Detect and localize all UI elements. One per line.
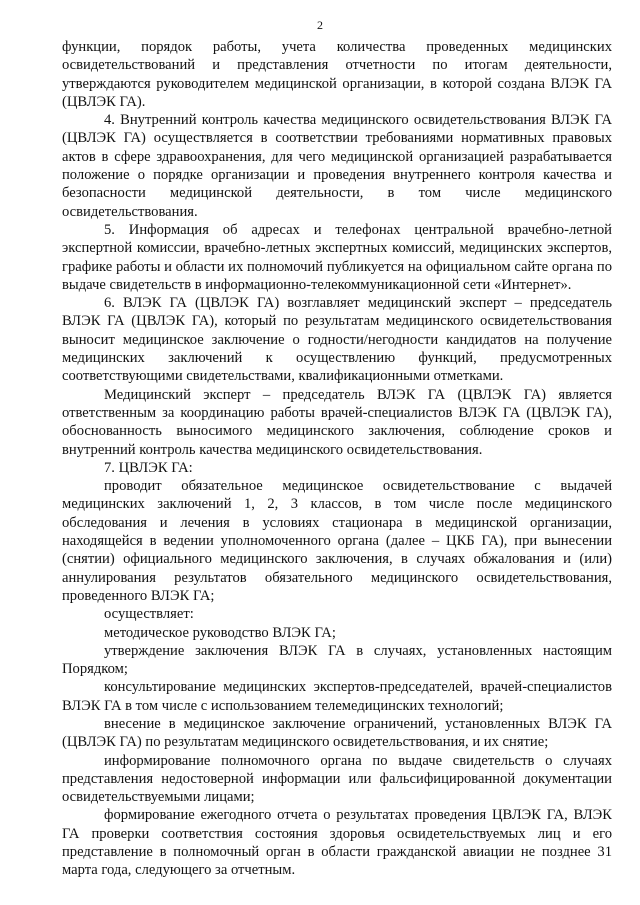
list-item-methodical-guidance: методическое руководство ВЛЭК ГА; (104, 624, 336, 641)
paragraph-7-heading: 7. ЦВЛЭК ГА: (104, 459, 193, 476)
list-item-restrictions: внесение в медицинское заключение ограничений, установленных ВЛЭК ГА (ЦВЛЭК ГА) по результатам медицинского освидетельствования, и их снятие; (62, 715, 612, 751)
document-body (62, 38, 612, 880)
list-item-consulting: консультирование медицинских экспертов-председателей, врачей-специалистов ВЛЭК ГА в том числе с использованием телемедицинских технологий; (62, 679, 612, 714)
paragraph-6-head: 6. ВЛЭК ГА (ЦВЛЭК ГА) возглавляет медицинский эксперт – председатель ВЛЭК ГА (ЦВЛЭК ГА), который по результатам медицинского освидетельствования выносит медицинское заключение о годности/негодности кандидатов на получение медицинских заключений к осуществлению функций, предусмотренных соответствующими свидетельствами, квалификационными отметками. (62, 295, 612, 385)
page-number: 2 (317, 18, 323, 32)
list-item-informing: информирование полномочного органа по выдаче свидетельств о случаях представления недостоверной информации или фальсифицированной документации освидетельствуемыми лицами; (62, 752, 612, 806)
paragraph-7-carries-out: осуществляет: (104, 606, 194, 623)
paragraph-7-conducts: проводит обязательное медицинское освидетельствование с выдачей медицинских заключений 1, 2, 3 классов, в том числе после медицинского обследования и лечения в условиях стационара в медицинской организации, находящейся в ведении уполномоченного органа (далее – ЦКБ ГА), при вынесении (снятии) официального медицинского заключения, в случаях обжалования и (или) аннулирования результатов обязательного медицинского освидетельствования, проведенного ВЛЭК ГА; (62, 478, 612, 604)
list-item-annual-report: формирование ежегодного отчета о результатах проведения ЦВЛЭК ГА, ВЛЭК ГА проверки соответствия состояния здоровья освидетельствуемых лиц и его представление в полномочный орган в области гражданской авиации не позднее 31 марта года, следующего за отчетным. (62, 807, 612, 879)
paragraph-4-internal-control: 4. Внутренний контроль качества медицинского освидетельствования ВЛЭК ГА (ЦВЛЭК ГА) осуществляется в соответствии требованиями нормативных правовых актов в сфере здравоохранения, для чего медицинской организацией разрабатывается положение о порядке организации и проведения внутреннего контроля качества и безопасности медицинской деятельности, в том числе медицинского освидетельствования. (62, 112, 612, 220)
paragraph-functions-continued: функции, порядок работы, учета количества проведенных медицинских освидетельствований и представления отчетности по итогам деятельности, утверждаются руководителем медицинской организации, в которой создана ВЛЭК ГА (ЦВЛЭК ГА). (62, 39, 612, 110)
paragraph-6-responsibility: Медицинский эксперт – председатель ВЛЭК ГА (ЦВЛЭК ГА) является ответственным за координацию работы врачей-специалистов ВЛЭК ГА (ЦВЛЭК ГА), обоснованность выносимого медицинского заключения, соблюдение сроков и внутренний контроль качества медицинского освидетельствования. (62, 386, 612, 458)
paragraph-5-information: 5. Информация об адресах и телефонах центральной врачебно-летной экспертной комиссии, врачебно-летных экспертных комиссий, медицинских экспертов, графике работы и области их полномочий публикуется на официальном сайте органа по выдаче свидетельств в информационно-телекоммуникационной сети «Интернет». (62, 221, 612, 293)
list-item-approval: утверждение заключения ВЛЭК ГА в случаях, установленных настоящим Порядком; (62, 642, 612, 678)
